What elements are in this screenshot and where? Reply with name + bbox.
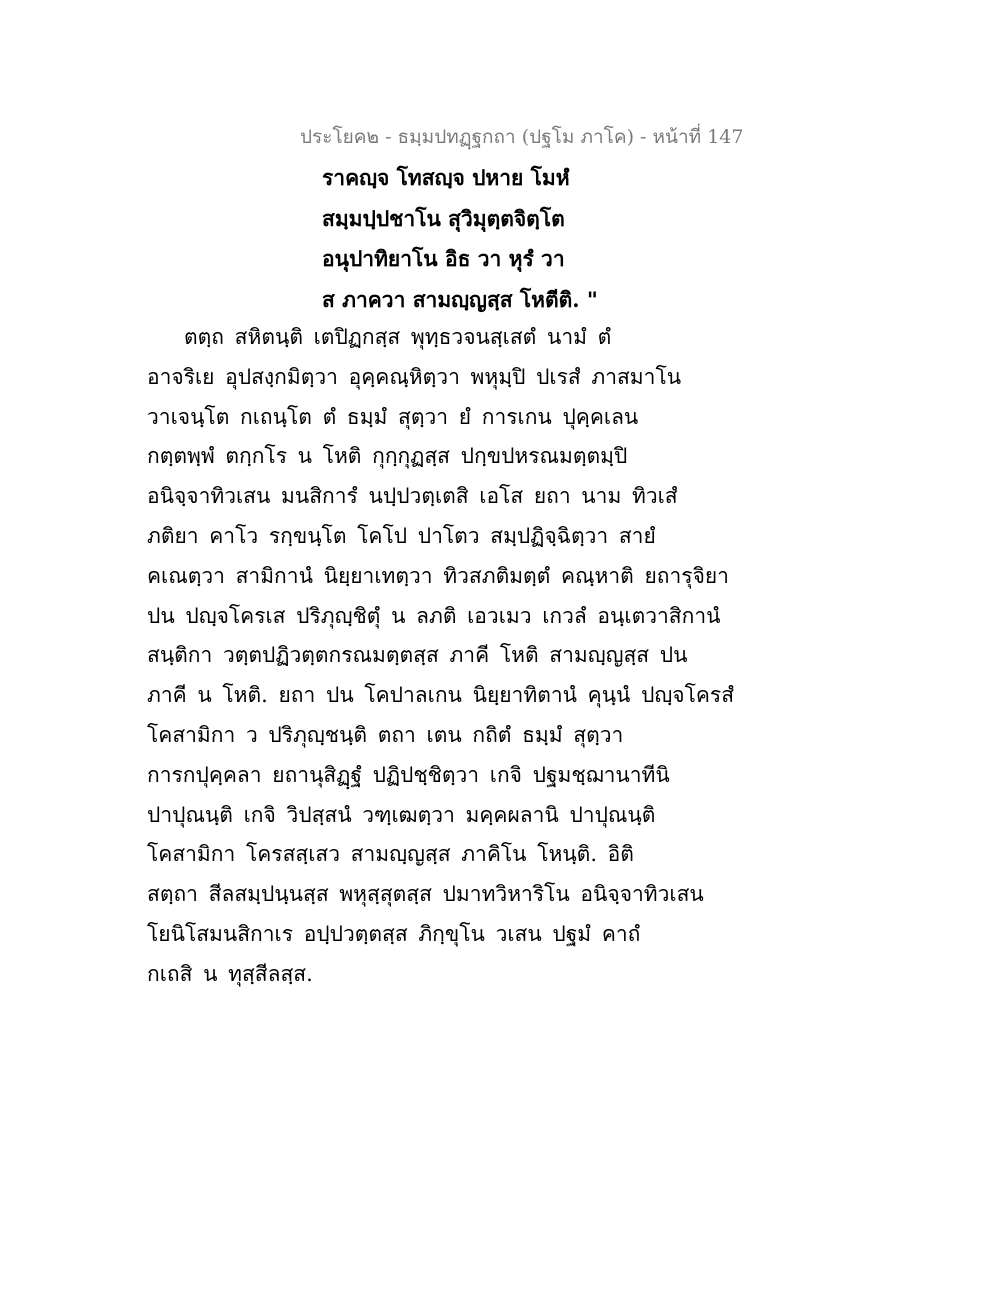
body-line: ตตฺถ สหิตนฺติ เตปิฏกสฺส พุทฺธวจนสฺเสตํ นามํ ตํ: [184, 325, 612, 349]
body-line: โยนิโสมนสิกาเร อปฺปวตฺตสฺส ภิกฺขุโน วเสน ปฐมํ คาถํ: [147, 921, 641, 946]
body-line: คเณตฺวา สามิกานํ นิยฺยาเทตฺวา ทิวสภติมตฺตํ คณฺหาติ ยถารุจิยา: [147, 563, 729, 588]
body-line: สตฺถา สีลสมฺปนฺนสฺส พหุสฺสุตสฺส ปมาทวิหาริโน อนิจฺจาทิวเสน: [147, 882, 704, 907]
verse-line: อนุปาทิยาโน อิธ วา หุรํ วา: [322, 246, 565, 271]
body-line: กเถสิ น ทุสฺสีลสฺส.: [147, 961, 313, 986]
verse-block: [322, 158, 598, 320]
body-line: ปาปุณนฺติ เกจิ วิปสฺสนํ วฑฺเฒตฺวา มคฺคผลานิ ปาปุณนฺติ: [147, 802, 656, 827]
page-header: ประโยค๒ - ธมฺมปทฏฺฐกถา (ปฐโม ภาโค) - หน้าที่ 147: [300, 126, 744, 148]
body-line: โคสามิกา ว ปริภุญฺชนฺติ ตถา เตน กถิตํ ธมฺมํ สุตฺวา: [147, 722, 624, 747]
body-line: อาจริเย อุปสงฺกมิตฺวา อุคฺคณฺหิตฺวา พหุมฺปิ ปเรสํ ภาสมาโน: [147, 364, 682, 389]
body-line: อนิจฺจาทิวเสน มนสิการํ นปฺปวตฺเตสิ เอโส ยถา นาม ทิวเสํ: [147, 484, 678, 509]
body-line: ภติยา คาโว รกฺขนฺโต โคโป ปาโตว สมฺปฏิจฺฉิตฺวา สายํ: [147, 523, 656, 548]
body-line: โคสามิกา โครสสฺเสว สามญฺญสฺส ภาคิโน โหนฺติ. อิติ: [147, 842, 634, 867]
body-line: วาเจนฺโต กเถนฺโต ตํ ธมฺมํ สุตฺวา ยํ การเกน ปุคฺคเลน: [147, 404, 639, 429]
verse-line: ราคญฺจ โทสญฺจ ปหาย โมหํ: [322, 165, 570, 190]
body-paragraph: [147, 318, 735, 995]
body-line: ภาคี น โหติ. ยถา ปน โคปาลเกน นิยฺยาทิตานํ คุนฺนํ ปญฺจโครสํ: [147, 683, 735, 708]
body-line: ปน ปญฺจโครเส ปริภุญฺชิตุํ น ลภติ เอวเมว เกวลํ อนฺเตวาสิกานํ: [147, 603, 721, 628]
body-line: สนฺติกา วตฺตปฏิวตฺตกรณมตฺตสฺส ภาคี โหติ สามญฺญสฺส ปน: [147, 643, 688, 668]
body-line: กตฺตพฺพํ ตกฺกโร น โหติ กุกฺกุฏสฺส ปกฺขปหรณมตฺตมฺปิ: [147, 444, 628, 469]
verse-line: ส ภาควา สามญฺญสฺส โหตีติ. ": [322, 286, 598, 312]
verse-line: สมฺมปฺปชาโน สุวิมุตฺตจิตฺโต: [322, 205, 565, 231]
body-line: การกปุคฺคลา ยถานุสิฏฺฐํ ปฏิปชฺชิตฺวา เกจิ ปฐมชฺฌานาทีนิ: [147, 762, 670, 787]
